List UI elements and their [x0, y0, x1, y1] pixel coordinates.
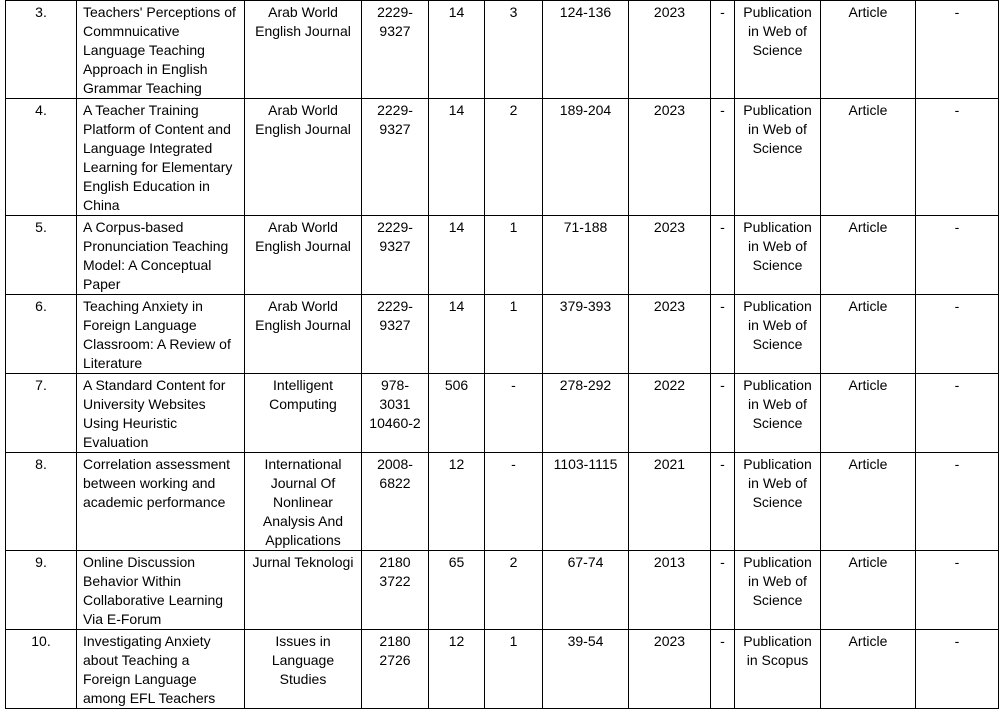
paper-title: Online Discussion Behavior Within Collaborative Learning Via E-Forum [77, 551, 245, 630]
issue: 2 [485, 99, 543, 216]
publication-type: Article [821, 630, 916, 709]
journal-name: Jurnal Teknologi [245, 551, 362, 630]
dash-cell: - [711, 99, 735, 216]
row-number: 5. [6, 216, 77, 295]
dash-cell: - [916, 374, 999, 453]
issue: 3 [485, 1, 543, 99]
volume: 12 [429, 630, 485, 709]
table-row [6, 630, 999, 709]
dash-cell: - [711, 630, 735, 709]
paper-title: A Teacher Training Platform of Content and Language Integrated Learning for Elementary English Education in China [77, 99, 245, 216]
journal-name: Arab World English Journal [245, 1, 362, 99]
table-row [6, 216, 999, 295]
journal-name: Arab World English Journal [245, 216, 362, 295]
dash-cell: - [711, 551, 735, 630]
paper-title: Teaching Anxiety in Foreign Language Classroom: A Review of Literature [77, 295, 245, 374]
paper-title: A Corpus-based Pronunciation Teaching Model: A Conceptual Paper [77, 216, 245, 295]
row-number: 7. [6, 374, 77, 453]
pages: 124-136 [543, 1, 629, 99]
paper-title: Correlation assessment between working and academic performance [77, 453, 245, 551]
row-number: 4. [6, 99, 77, 216]
dash-cell: - [916, 630, 999, 709]
issue: - [485, 374, 543, 453]
issn: 2229-9327 [362, 1, 429, 99]
dash-cell: - [916, 551, 999, 630]
row-number: 10. [6, 630, 77, 709]
pages: 379-393 [543, 295, 629, 374]
indexing: Publication in Web of Science [735, 453, 821, 551]
paper-title: Investigating Anxiety about Teaching a Foreign Language among EFL Teachers [77, 630, 245, 709]
publication-type: Article [821, 374, 916, 453]
issue: 1 [485, 216, 543, 295]
issn: 2229-9327 [362, 99, 429, 216]
volume: 14 [429, 99, 485, 216]
publications-table [5, 0, 999, 709]
row-number: 6. [6, 295, 77, 374]
volume: 506 [429, 374, 485, 453]
dash-cell: - [711, 374, 735, 453]
issue: 1 [485, 295, 543, 374]
pages: 71-188 [543, 216, 629, 295]
pages: 39-54 [543, 630, 629, 709]
row-number: 3. [6, 1, 77, 99]
year: 2023 [629, 295, 711, 374]
publication-type: Article [821, 1, 916, 99]
publication-type: Article [821, 216, 916, 295]
journal-name: Issues in Language Studies [245, 630, 362, 709]
volume: 14 [429, 1, 485, 99]
journal-name: Intelligent Computing [245, 374, 362, 453]
journal-name: International Journal Of Nonlinear Analysis And Applications [245, 453, 362, 551]
issn: 2180 2726 [362, 630, 429, 709]
dash-cell: - [711, 295, 735, 374]
volume: 12 [429, 453, 485, 551]
issn: 2008-6822 [362, 453, 429, 551]
indexing: Publication in Web of Science [735, 374, 821, 453]
indexing: Publication in Web of Science [735, 1, 821, 99]
issue: - [485, 453, 543, 551]
volume: 65 [429, 551, 485, 630]
table-row [6, 551, 999, 630]
table-row [6, 99, 999, 216]
dash-cell: - [711, 216, 735, 295]
year: 2021 [629, 453, 711, 551]
year: 2023 [629, 99, 711, 216]
publication-type: Article [821, 99, 916, 216]
issue: 2 [485, 551, 543, 630]
dash-cell: - [916, 216, 999, 295]
indexing: Publication in Web of Science [735, 295, 821, 374]
pages: 189-204 [543, 99, 629, 216]
year: 2023 [629, 216, 711, 295]
indexing: Publication in Web of Science [735, 99, 821, 216]
year: 2022 [629, 374, 711, 453]
issn: 2229-9327 [362, 295, 429, 374]
dash-cell: - [916, 295, 999, 374]
pages: 67-74 [543, 551, 629, 630]
issn: 2229-9327 [362, 216, 429, 295]
year: 2023 [629, 630, 711, 709]
table-row [6, 374, 999, 453]
issn: 978-3031 10460-2 [362, 374, 429, 453]
year: 2013 [629, 551, 711, 630]
volume: 14 [429, 295, 485, 374]
publication-type: Article [821, 295, 916, 374]
publication-type: Article [821, 453, 916, 551]
indexing: Publication in Web of Science [735, 551, 821, 630]
issn: 2180 3722 [362, 551, 429, 630]
pages: 1103-1115 [543, 453, 629, 551]
row-number: 8. [6, 453, 77, 551]
row-number: 9. [6, 551, 77, 630]
dash-cell: - [916, 453, 999, 551]
indexing: Publication in Web of Science [735, 216, 821, 295]
table-row [6, 1, 999, 99]
publication-type: Article [821, 551, 916, 630]
issue: 1 [485, 630, 543, 709]
indexing: Publication in Scopus [735, 630, 821, 709]
year: 2023 [629, 1, 711, 99]
dash-cell: - [711, 453, 735, 551]
paper-title: Teachers' Perceptions of Commnuicative Language Teaching Approach in English Grammar Teaching [77, 1, 245, 99]
dash-cell: - [916, 99, 999, 216]
journal-name: Arab World English Journal [245, 295, 362, 374]
journal-name: Arab World English Journal [245, 99, 362, 216]
table-row [6, 453, 999, 551]
paper-title: A Standard Content for University Websites Using Heuristic Evaluation [77, 374, 245, 453]
table-row [6, 295, 999, 374]
dash-cell: - [916, 1, 999, 99]
pages: 278-292 [543, 374, 629, 453]
volume: 14 [429, 216, 485, 295]
dash-cell: - [711, 1, 735, 99]
